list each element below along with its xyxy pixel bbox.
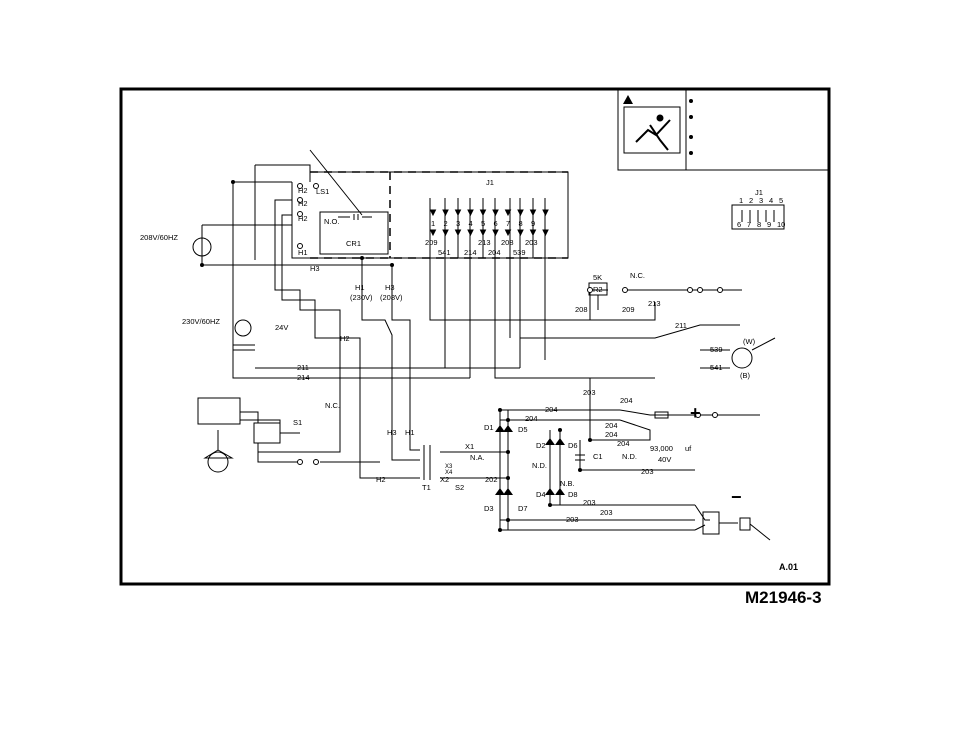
wire-203-c: 203 — [583, 498, 596, 507]
j1-pin-number: 7 — [506, 219, 511, 228]
j1-pin-number: 1 — [431, 219, 436, 228]
label-h1-230: H1 — [355, 283, 365, 292]
wire-204-e: 204 — [605, 430, 618, 439]
j1-connector-pin-top: 2 — [749, 196, 754, 205]
label-230v: (230V) — [350, 293, 373, 302]
label-negative: − — [731, 487, 742, 507]
wire-203-a: 203 — [583, 388, 596, 397]
j1-connector-pin-bottom: 8 — [757, 220, 762, 229]
j1-pin-number: 6 — [493, 219, 498, 228]
label-cap-unit: uf — [685, 444, 692, 453]
j1-pin-arrow-top — [518, 210, 523, 215]
label-x2: X2 — [440, 475, 450, 484]
j1-connector-pin-top: 5 — [779, 196, 784, 205]
wire-214-b: 214 — [297, 373, 310, 382]
revision-label: A.01 — [779, 562, 799, 572]
label-j1-right: J1 — [755, 188, 763, 197]
j1-pin-number: 3 — [456, 219, 461, 228]
wire-203-d: 203 — [600, 508, 613, 517]
wire-202: 202 — [485, 475, 498, 484]
label-d8: D8 — [568, 490, 578, 499]
wire-204-c: 204 — [525, 414, 538, 423]
j1-connector-pin-top: 1 — [739, 196, 744, 205]
j1-pin-arrow-top — [443, 210, 448, 215]
j1-pin-arrow-top — [431, 210, 436, 215]
label-x1: X1 — [465, 442, 475, 451]
label-d1: D1 — [484, 423, 494, 432]
wire-208-r: 208 — [575, 305, 588, 314]
label-cr1: CR1 — [346, 239, 362, 248]
label-no-cr1: N.O. — [324, 217, 340, 226]
j1-pin-arrow-bottom — [431, 230, 436, 235]
warning-bullets — [689, 99, 693, 155]
j1-pin-arrow-top — [456, 210, 461, 215]
j1-pin-arrow-bottom — [468, 230, 473, 235]
wire-213: 213 — [478, 238, 491, 247]
wire-211: 211 — [297, 363, 309, 372]
label-h2-c: H2 — [298, 214, 308, 223]
j1-pin-number: 8 — [518, 219, 523, 228]
j1-pin-arrow-top — [493, 210, 498, 215]
wire-541-b: 541 — [710, 363, 723, 372]
wire-208: 208 — [501, 238, 514, 247]
j1-pin-arrow-bottom — [543, 230, 548, 235]
wire-204-d: 204 — [605, 421, 618, 430]
j1-pin-number: 2 — [443, 219, 448, 228]
label-h3-208: H3 — [385, 283, 395, 292]
wire-211-b: 211 — [675, 321, 687, 330]
j1-connector-pin-bottom: 6 — [737, 220, 742, 229]
diagram-frame — [121, 89, 829, 584]
j1-pin-arrow-top — [468, 210, 473, 215]
j1-pin-arrow-bottom — [493, 230, 498, 235]
wire-213-r: 213 — [648, 299, 661, 308]
j1-connector-pin-top: 4 — [769, 196, 774, 205]
label-230v-input: 230V/60HZ — [182, 317, 220, 326]
label-d7: D7 — [518, 504, 528, 513]
label-24v: 24V — [275, 323, 289, 332]
label-cap-value: 93,000 — [650, 444, 673, 453]
label-b: (B) — [740, 371, 750, 380]
label-c1: C1 — [593, 452, 603, 461]
wire-541: 541 — [438, 248, 451, 257]
wire-204-f: 204 — [617, 439, 630, 448]
label-positive: + — [690, 403, 701, 423]
label-5k: 5K — [593, 273, 603, 282]
label-h2-b: H2 — [298, 199, 308, 208]
label-d2: D2 — [536, 441, 546, 450]
label-nc-r2: N.C. — [630, 271, 645, 280]
j1-connector-pin-bottom: 10 — [777, 220, 786, 229]
wire-204-a: 204 — [620, 396, 633, 405]
wire-539: 539 — [513, 248, 526, 257]
wire-204-b: 204 — [545, 405, 558, 414]
label-nb: N.B. — [560, 479, 575, 488]
wire-539-b: 539 — [710, 345, 723, 354]
label-t1: T1 — [422, 483, 431, 492]
j1-pin-arrow-bottom — [531, 230, 536, 235]
label-w: (W) — [743, 337, 756, 346]
wire-203-e: 203 — [566, 515, 579, 524]
j1-pin-arrow-top — [481, 210, 486, 215]
label-h1-ls: H1 — [298, 248, 308, 257]
j1-pin-arrow-bottom — [481, 230, 486, 235]
j1-pin-number: 5 — [481, 219, 486, 228]
j1-pin-arrow-bottom — [456, 230, 461, 235]
wire-209-r: 209 — [622, 305, 635, 314]
label-nc-s1: N.C. — [325, 401, 340, 410]
j1-connector-pin-bottom: 9 — [767, 220, 772, 229]
wire-203: 203 — [525, 238, 538, 247]
label-d5: D5 — [518, 425, 528, 434]
j1-connector-pin-top: 3 — [759, 196, 764, 205]
label-h2-a: H2 — [298, 186, 308, 195]
wire-204: 204 — [488, 248, 501, 257]
label-d4: D4 — [536, 490, 546, 499]
label-x3: X3 — [445, 464, 453, 470]
label-na: N.A. — [470, 453, 485, 462]
j1-pin-arrow-top — [543, 210, 548, 215]
label-h2-mid: H2 — [340, 334, 350, 343]
label-ls1: LS1 — [316, 187, 330, 196]
wire-209: 209 — [425, 238, 438, 247]
wire-203-b: 203 — [641, 467, 654, 476]
j1-pin-number: 9 — [531, 219, 536, 228]
j1-pin-arrow-bottom — [518, 230, 523, 235]
j1-pin-arrow-top — [531, 210, 536, 215]
label-h3-ls: H3 — [310, 264, 320, 273]
label-s2: S2 — [455, 483, 465, 492]
label-nd-c1: N.D. — [622, 452, 637, 461]
label-d6: D6 — [568, 441, 578, 450]
j1-pin-arrow-bottom — [443, 230, 448, 235]
label-208v-input: 208V/60HZ — [140, 233, 178, 242]
label-h2-t1: H2 — [376, 475, 386, 484]
label-r2: R2 — [593, 285, 603, 294]
warning-icon — [623, 95, 633, 104]
label-d3: D3 — [484, 504, 494, 513]
label-nd-s2: N.D. — [532, 461, 547, 470]
j1-pin-number: 4 — [468, 219, 473, 228]
label-j1: J1 — [486, 178, 494, 187]
label-h3-t1: H3 — [387, 428, 397, 437]
label-x4: X4 — [445, 470, 453, 476]
label-h1-t1: H1 — [405, 428, 415, 437]
document-number: M21946-3 — [745, 588, 822, 607]
label-208v: (208V) — [380, 293, 403, 302]
label-s1: S1 — [293, 418, 303, 427]
label-cap-voltage: 40V — [658, 455, 672, 464]
wire-214: 214 — [464, 248, 477, 257]
j1-connector-pin-bottom: 7 — [747, 220, 752, 229]
